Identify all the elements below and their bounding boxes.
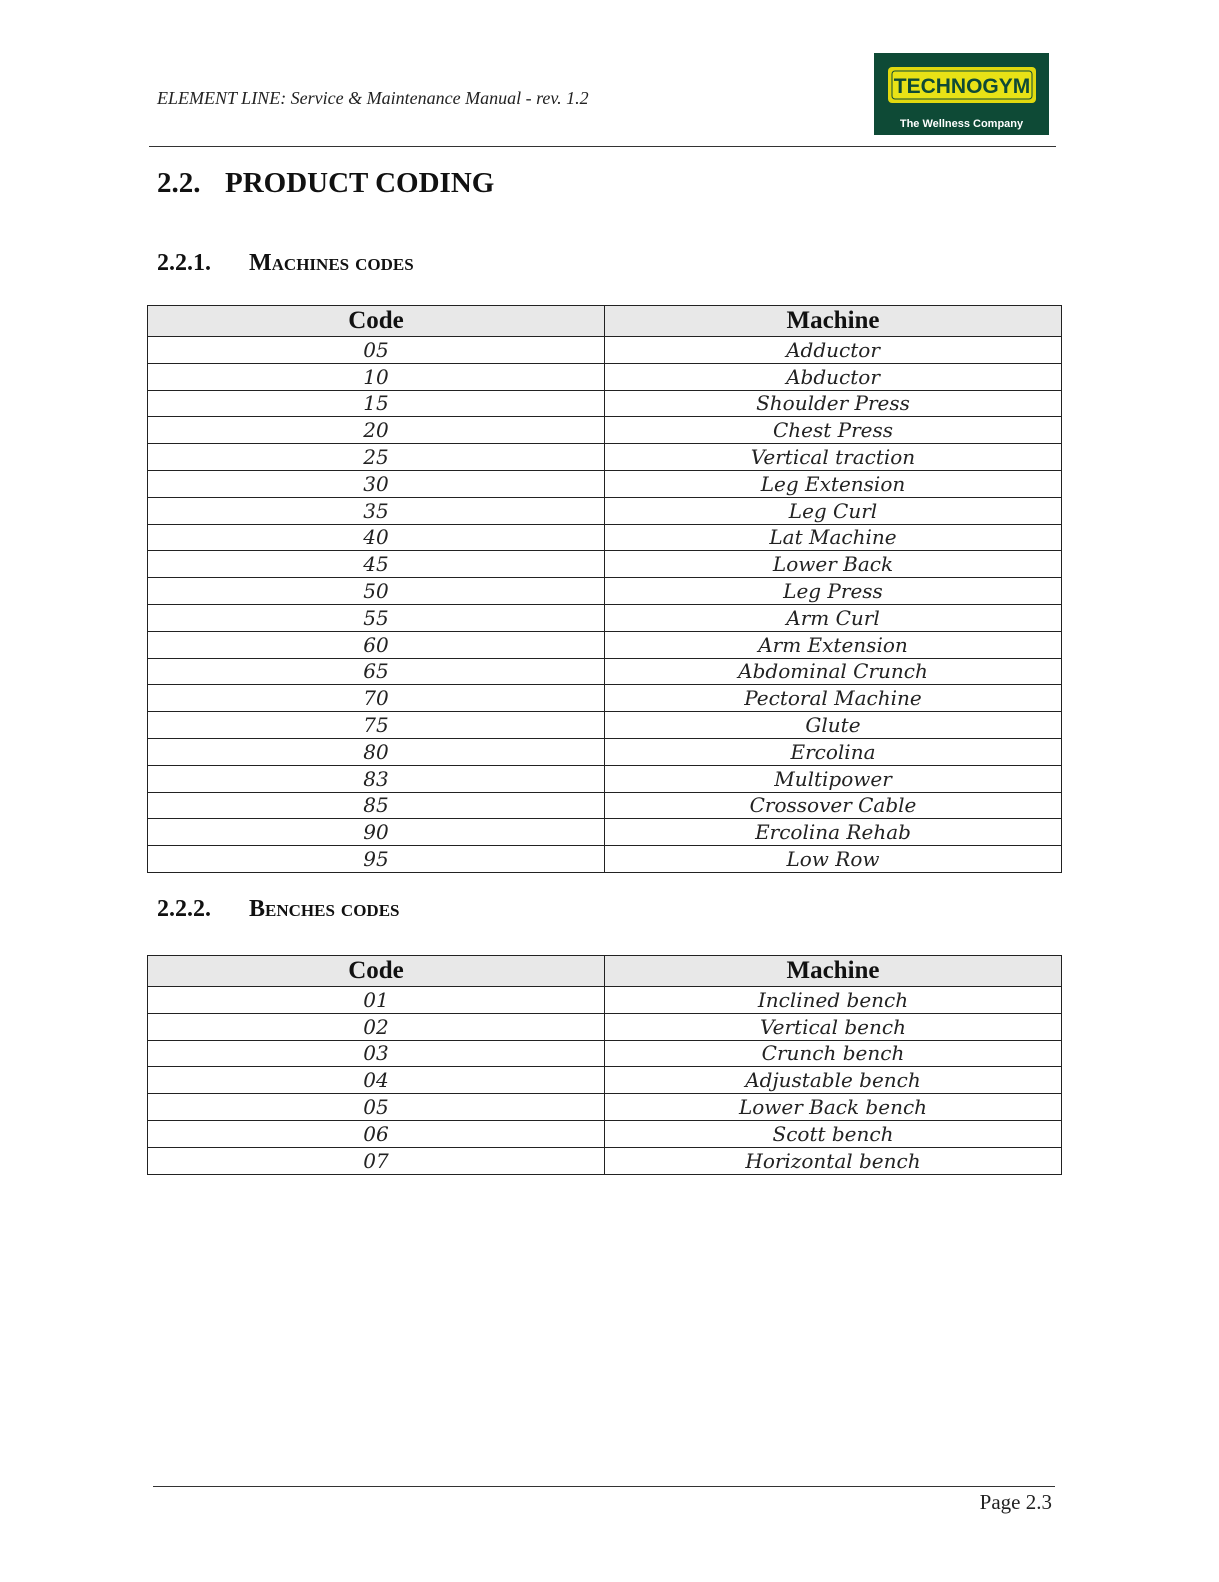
table-row [148, 765, 1062, 792]
machine-name-cell: Arm Curl [605, 604, 1062, 631]
machines-codes-table [147, 305, 1062, 873]
machine-name-cell: Abdominal Crunch [605, 658, 1062, 685]
table-row [148, 1120, 1062, 1147]
machine-name-cell: Crunch bench [605, 1040, 1062, 1067]
code-cell: 02 [148, 1013, 605, 1040]
machine-name-cell: Glute [605, 712, 1062, 739]
machine-name-cell: Scott bench [605, 1120, 1062, 1147]
code-cell: 30 [148, 470, 605, 497]
footer-divider [153, 1486, 1055, 1487]
machine-name-cell: Leg Press [605, 578, 1062, 605]
machine-name-cell: Arm Extension [605, 631, 1062, 658]
table-row [148, 712, 1062, 739]
table-row [148, 497, 1062, 524]
machine-column-header: Machine [605, 306, 1062, 337]
code-cell: 01 [148, 987, 605, 1014]
machine-name-cell: Adductor [605, 337, 1062, 364]
table-row [148, 604, 1062, 631]
logo-wordmark: TECHNOGYM [893, 75, 1031, 98]
table-row [148, 1147, 1062, 1174]
code-cell: 15 [148, 390, 605, 417]
code-cell: 83 [148, 765, 605, 792]
section-heading [157, 167, 494, 200]
logo-tagline: The Wellness Company [899, 118, 1024, 130]
code-cell: 75 [148, 712, 605, 739]
code-cell: 95 [148, 846, 605, 873]
machine-name-cell: Inclined bench [605, 987, 1062, 1014]
page-number: Page 2.3 [979, 1490, 1052, 1514]
machine-name-cell: Lower Back bench [605, 1094, 1062, 1121]
machine-name-cell: Abductor [605, 363, 1062, 390]
machine-name-cell: Vertical bench [605, 1013, 1062, 1040]
machines-heading-title: Machines codes [249, 250, 414, 276]
machine-name-cell: Leg Extension [605, 470, 1062, 497]
code-cell: 65 [148, 658, 605, 685]
code-cell: 10 [148, 363, 605, 390]
benches-heading-title: Benches codes [249, 896, 400, 922]
machine-name-cell: Pectoral Machine [605, 685, 1062, 712]
technogym-logo [874, 53, 1049, 135]
machine-name-cell: Lower Back [605, 551, 1062, 578]
benches-heading [157, 896, 400, 923]
table-row [148, 470, 1062, 497]
table-header-row [148, 956, 1062, 987]
benches-heading-number: 2.2.2. [157, 896, 211, 922]
machine-name-cell: Shoulder Press [605, 390, 1062, 417]
table-row [148, 792, 1062, 819]
table-row [148, 987, 1062, 1014]
table-row [148, 444, 1062, 471]
table-row [148, 819, 1062, 846]
code-cell: 60 [148, 631, 605, 658]
table-row [148, 390, 1062, 417]
code-cell: 07 [148, 1147, 605, 1174]
code-column-header: Code [148, 306, 605, 337]
machine-name-cell: Lat Machine [605, 524, 1062, 551]
table-row [148, 337, 1062, 364]
table-row [148, 1094, 1062, 1121]
machine-name-cell: Low Row [605, 846, 1062, 873]
machine-name-cell: Vertical traction [605, 444, 1062, 471]
table-row [148, 551, 1062, 578]
code-cell: 05 [148, 337, 605, 364]
section-number: 2.2. [157, 167, 201, 199]
table-header-row [148, 306, 1062, 337]
machine-name-cell: Horizontal bench [605, 1147, 1062, 1174]
document-header-title: ELEMENT LINE: Service & Maintenance Manual - rev. 1.2 [157, 88, 589, 108]
table-row [148, 1067, 1062, 1094]
code-cell: 85 [148, 792, 605, 819]
machine-name-cell: Ercolina [605, 738, 1062, 765]
table-row [148, 658, 1062, 685]
code-cell: 80 [148, 738, 605, 765]
code-cell: 50 [148, 578, 605, 605]
code-cell: 20 [148, 417, 605, 444]
machine-name-cell: Ercolina Rehab [605, 819, 1062, 846]
table-row [148, 685, 1062, 712]
benches-codes-table [147, 955, 1062, 1175]
table-row [148, 846, 1062, 873]
table-row [148, 738, 1062, 765]
table-row [148, 1040, 1062, 1067]
code-cell: 45 [148, 551, 605, 578]
machine-name-cell: Crossover Cable [605, 792, 1062, 819]
table-row [148, 1013, 1062, 1040]
machines-heading [157, 250, 414, 277]
table-row [148, 417, 1062, 444]
code-cell: 35 [148, 497, 605, 524]
code-cell: 03 [148, 1040, 605, 1067]
table-row [148, 524, 1062, 551]
code-cell: 40 [148, 524, 605, 551]
code-cell: 25 [148, 444, 605, 471]
table-row [148, 578, 1062, 605]
machine-name-cell: Adjustable bench [605, 1067, 1062, 1094]
code-cell: 90 [148, 819, 605, 846]
header-divider [149, 146, 1056, 147]
machine-name-cell: Chest Press [605, 417, 1062, 444]
machines-heading-number: 2.2.1. [157, 250, 211, 276]
machine-column-header: Machine [605, 956, 1062, 987]
machine-name-cell: Leg Curl [605, 497, 1062, 524]
table-row [148, 631, 1062, 658]
section-title: PRODUCT CODING [225, 167, 495, 199]
code-cell: 06 [148, 1120, 605, 1147]
code-cell: 70 [148, 685, 605, 712]
table-row [148, 363, 1062, 390]
code-cell: 05 [148, 1094, 605, 1121]
machine-name-cell: Multipower [605, 765, 1062, 792]
code-cell: 55 [148, 604, 605, 631]
code-column-header: Code [148, 956, 605, 987]
code-cell: 04 [148, 1067, 605, 1094]
